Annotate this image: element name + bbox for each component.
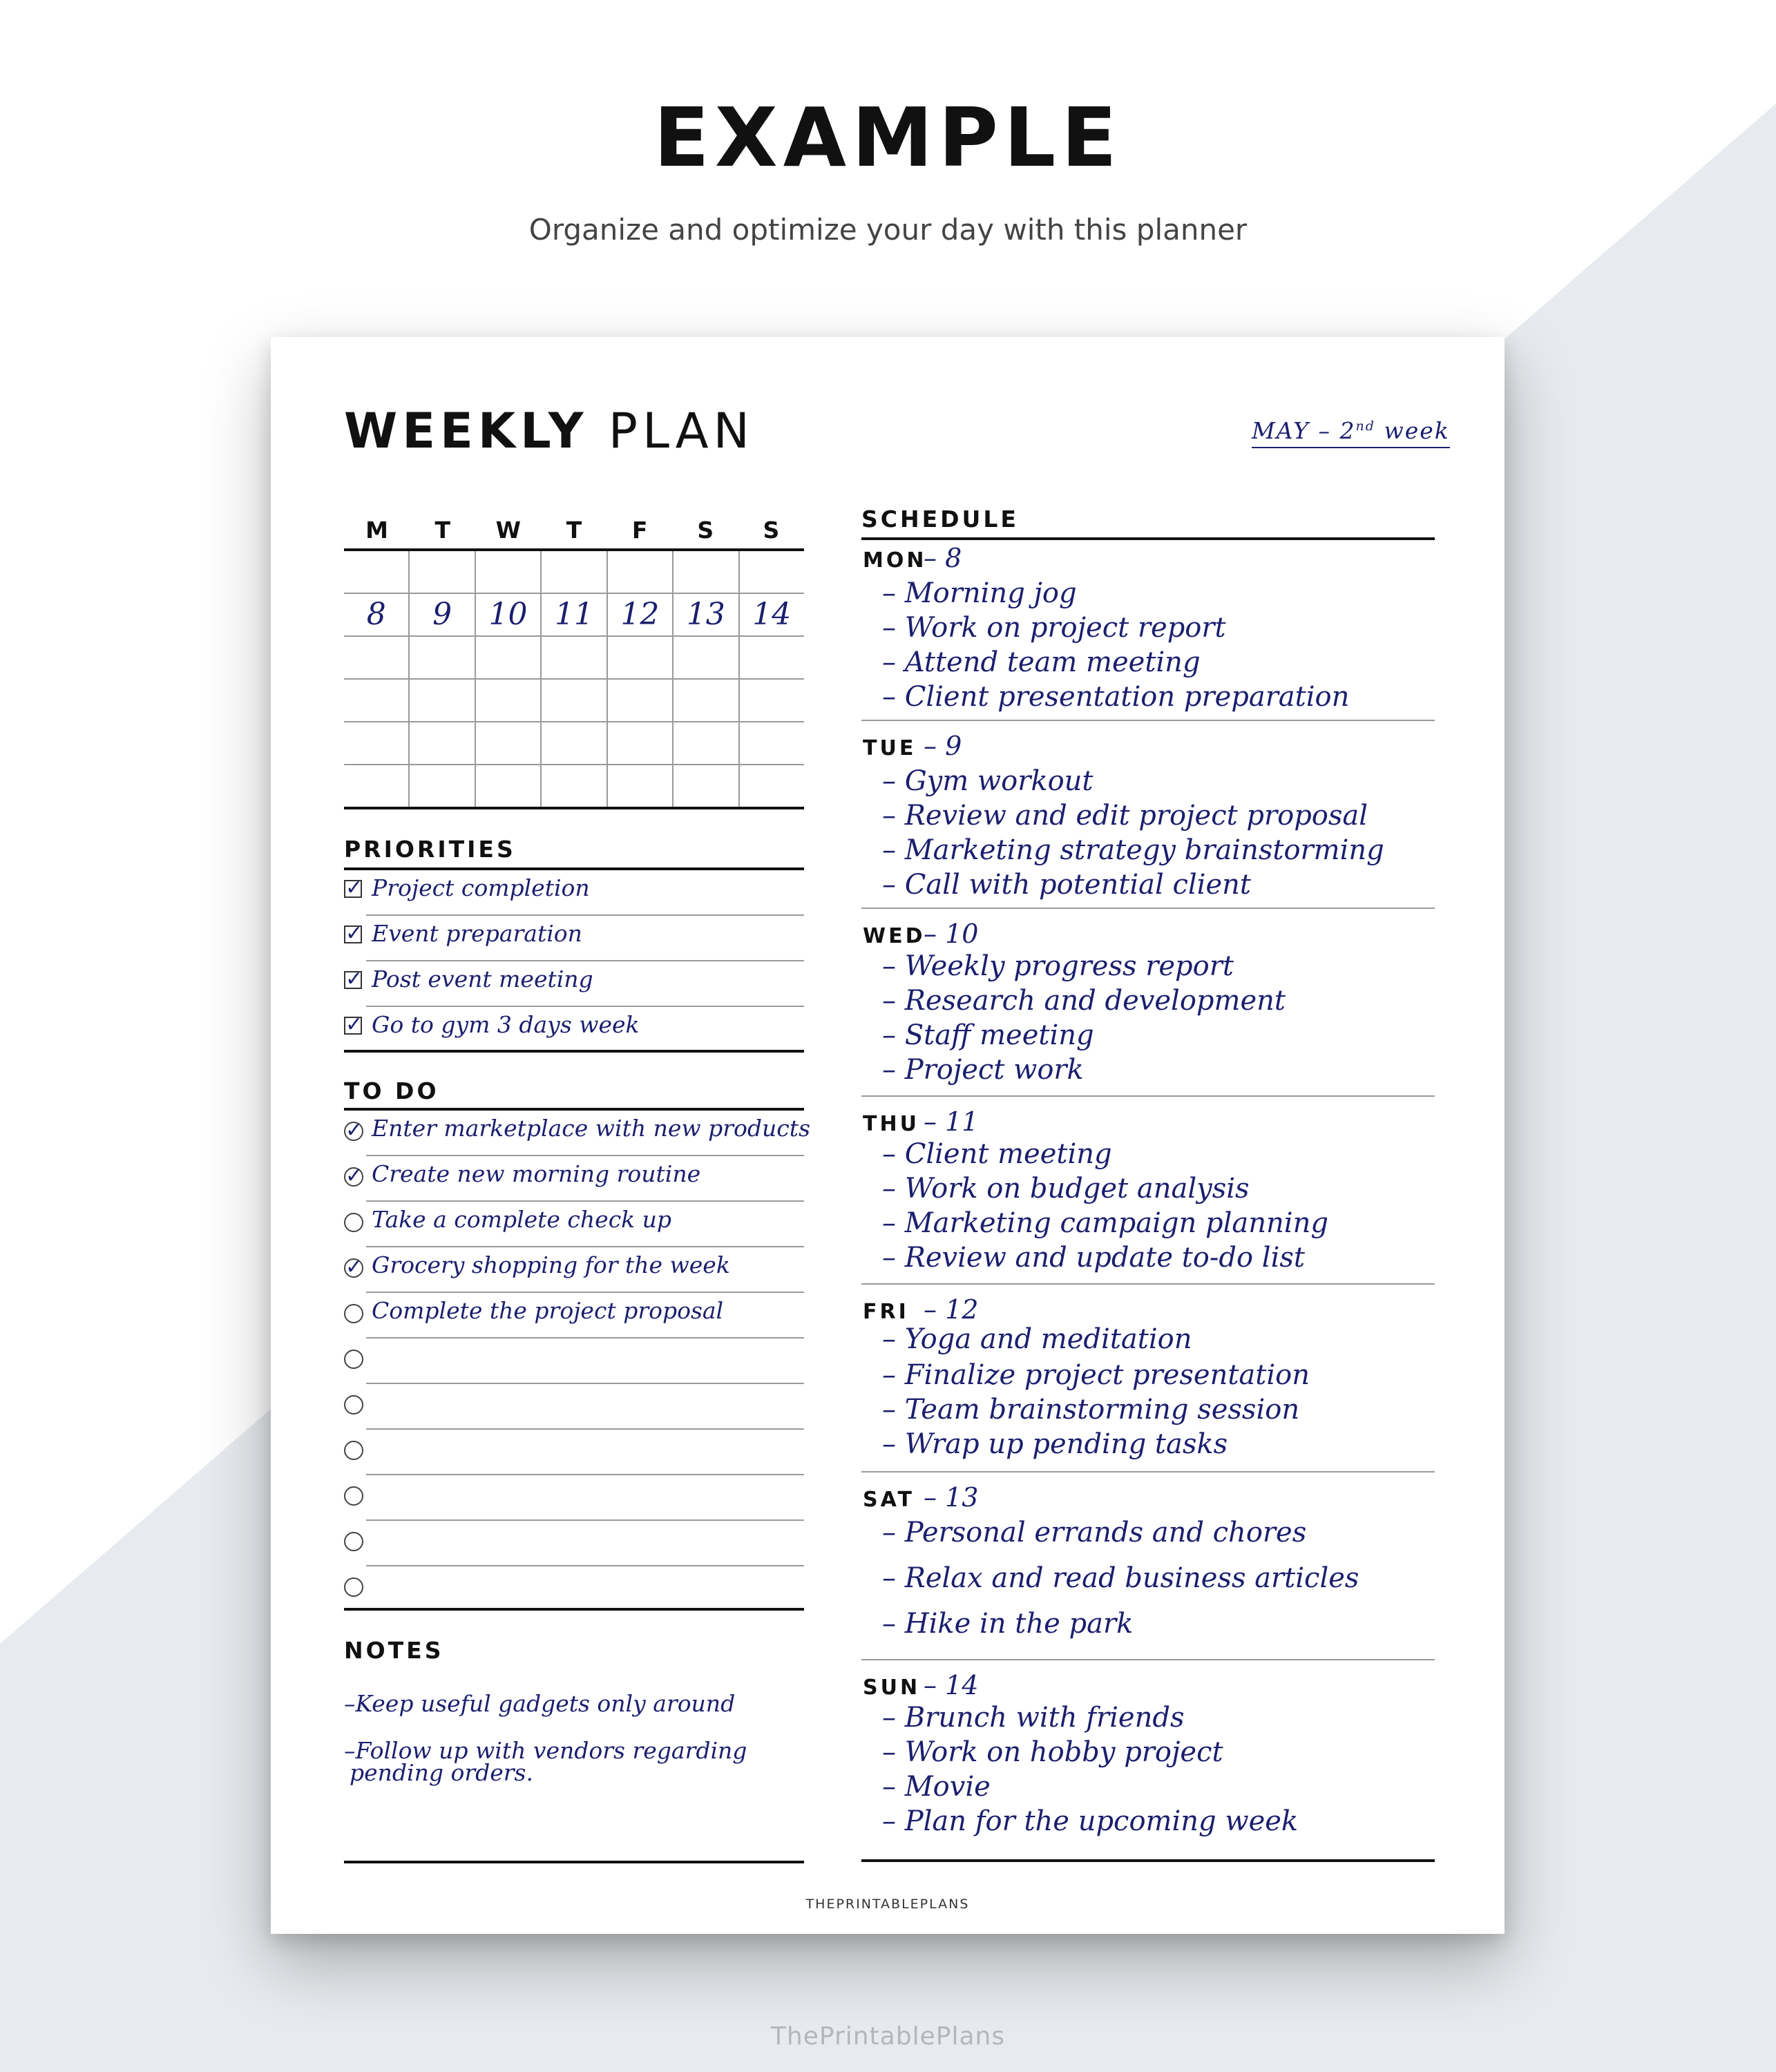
calendar-cell (410, 765, 475, 807)
calendar-cell (542, 637, 607, 678)
calendar-day-header: S (763, 517, 780, 544)
calendar-cell (344, 637, 410, 678)
calendar-cell (476, 551, 542, 593)
day-divider (861, 1095, 1435, 1097)
schedule-item: – Review and edit project proposal (882, 800, 1368, 832)
day-number: – 12 (924, 1294, 979, 1325)
todo-text: Complete the project proposal (372, 1297, 724, 1324)
todo-text: Take a complete check up (372, 1206, 672, 1233)
day-number: – 13 (924, 1482, 979, 1513)
schedule-item: – Brunch with friends (882, 1702, 1185, 1734)
day-label: SAT (863, 1488, 915, 1512)
schedule-item: – Research and development (882, 985, 1286, 1017)
calendar-cell (476, 637, 542, 678)
calendar-cell (410, 551, 475, 593)
calendar-cell (740, 722, 804, 764)
calendar-cell (410, 722, 475, 764)
todo-title: TO DO (344, 1077, 439, 1104)
schedule-item: – Weekly progress report (882, 950, 1234, 982)
calendar-cell (674, 722, 739, 764)
page-heading: EXAMPLE (653, 90, 1123, 185)
schedule-bottom-rule (861, 1859, 1435, 1862)
todo-item[interactable] (344, 1202, 804, 1247)
checkbox-circle-icon[interactable] (344, 1213, 363, 1232)
calendar-cell (344, 680, 410, 721)
calendar-cell (344, 722, 410, 764)
calendar-date: 11 (542, 594, 607, 635)
calendar-cell (740, 765, 804, 807)
todo-item[interactable] (344, 1566, 804, 1612)
note-line: pending orders. (350, 1759, 533, 1786)
schedule-item: – Work on hobby project (882, 1736, 1223, 1768)
schedule-item: – Work on project report (882, 612, 1226, 644)
day-label: SUN (863, 1676, 921, 1700)
priority-text: Post event meeting (372, 966, 593, 992)
todo-text: Create new morning routine (372, 1160, 701, 1187)
todo-item[interactable] (344, 1156, 804, 1202)
schedule-item: – Movie (882, 1771, 991, 1803)
calendar-day-header: W (495, 517, 522, 544)
planner-sheet (271, 337, 1505, 1934)
schedule-item: – Morning jog (882, 577, 1077, 609)
schedule-item: – Client meeting (882, 1138, 1112, 1170)
schedule-item: – Team brainstorming session (882, 1394, 1300, 1426)
day-divider (861, 1659, 1435, 1660)
todo-item[interactable] (344, 1430, 804, 1475)
checkbox-circle-icon[interactable] (344, 1577, 363, 1597)
calendar-day-header: T (435, 517, 450, 544)
calendar-cell (542, 765, 607, 807)
priority-text: Go to gym 3 days week (372, 1011, 640, 1038)
calendar-cell (608, 680, 674, 721)
day-divider (861, 720, 1435, 721)
calendar-cell (740, 637, 804, 678)
brand-footer: ThePrintablePlans (770, 2022, 1006, 2051)
schedule-item: – Finalize project presentation (882, 1359, 1310, 1391)
checkbox-circle-icon[interactable] (344, 1350, 363, 1369)
priority-text: Event preparation (372, 920, 582, 947)
calendar-cell (476, 765, 542, 807)
notes-bottom-rule (344, 1861, 804, 1863)
schedule-title: SCHEDULE (861, 506, 1019, 533)
calendar-cell (740, 680, 804, 721)
todo-bottom-rule (344, 1608, 804, 1611)
calendar-day-header: T (566, 517, 582, 544)
todo-item[interactable] (344, 1339, 804, 1384)
priority-item[interactable] (344, 916, 804, 961)
note-line: –Follow up with vendors regarding (344, 1737, 747, 1764)
schedule-rule (861, 537, 1435, 540)
calendar-cell (674, 637, 739, 678)
todo-item[interactable] (344, 1111, 810, 1156)
calendar-cell (608, 722, 674, 764)
day-label: THU (863, 1112, 919, 1136)
day-label: TUE (863, 736, 917, 760)
todo-item[interactable] (344, 1384, 804, 1430)
priority-item[interactable] (344, 870, 804, 916)
schedule-item: – Call with potential client (882, 869, 1251, 901)
calendar-date-row (344, 594, 804, 637)
calendar-date: 10 (476, 594, 542, 635)
calendar-cell (542, 680, 607, 721)
priority-text: Project completion (372, 874, 590, 901)
calendar-row (344, 722, 804, 765)
priorities-title: PRIORITIES (344, 836, 516, 863)
todo-item[interactable] (344, 1247, 804, 1293)
calendar-row (344, 765, 804, 807)
checkbox-circle-checked-icon[interactable]: ✓ (345, 1255, 363, 1279)
todo-text: Grocery shopping for the week (372, 1251, 730, 1278)
day-number: – 14 (924, 1670, 979, 1700)
checkbox-checked-icon[interactable]: ✓ (345, 967, 363, 991)
schedule-item: – Relax and read business articles (882, 1562, 1359, 1594)
calendar-cell (608, 551, 674, 593)
schedule-item: – Hike in the park (882, 1608, 1134, 1640)
calendar-day-headers (344, 517, 804, 548)
calendar-cell (344, 551, 410, 593)
calendar-cell (542, 722, 607, 764)
todo-text: Enter marketplace with new products (372, 1115, 810, 1142)
calendar-cell (674, 551, 739, 593)
calendar-day-header: M (365, 517, 388, 544)
calendar-grid (344, 548, 804, 809)
checkbox-circle-icon[interactable] (344, 1304, 363, 1323)
schedule-item: – Project work (882, 1054, 1084, 1086)
week-label-main: MAY – 2 (1252, 417, 1356, 444)
day-number: – 8 (924, 543, 962, 573)
schedule-item: – Client presentation preparation (882, 681, 1350, 713)
calendar-date: 13 (674, 594, 739, 635)
page-subtitle: Organize and optimize your day with this planner (528, 213, 1248, 247)
planner-title (344, 403, 754, 459)
calendar-date: 12 (608, 594, 674, 635)
planner-title-bold: WEEKLY (344, 403, 589, 459)
week-label (1252, 417, 1450, 448)
day-divider (861, 908, 1435, 909)
checkbox-circle-icon[interactable] (344, 1486, 363, 1506)
schedule-item: – Attend team meeting (882, 646, 1201, 678)
calendar-cell (476, 722, 542, 764)
day-number: – 10 (924, 919, 979, 949)
calendar-cell (674, 680, 739, 721)
checkbox-checked-icon[interactable]: ✓ (345, 1013, 363, 1037)
checkbox-circle-icon[interactable] (344, 1532, 363, 1551)
schedule-item: – Yoga and meditation (882, 1323, 1192, 1355)
week-label-sup: nd (1355, 419, 1375, 434)
checkbox-circle-icon[interactable] (344, 1441, 363, 1460)
schedule-item: – Staff meeting (882, 1019, 1094, 1051)
schedule-item: – Marketing strategy brainstorming (882, 834, 1384, 866)
calendar-cell (410, 637, 475, 678)
priorities-bottom-rule (344, 1050, 804, 1053)
checkbox-circle-checked-icon[interactable]: ✓ (345, 1118, 363, 1142)
calendar-row (344, 551, 804, 594)
calendar-row (344, 680, 804, 722)
calendar-date: 9 (410, 594, 475, 635)
calendar-cell (476, 680, 542, 721)
schedule-item: – Gym workout (882, 765, 1094, 797)
calendar-cell (674, 765, 739, 807)
priority-item[interactable] (344, 961, 804, 1007)
checkbox-circle-icon[interactable] (344, 1395, 363, 1414)
day-number: – 11 (924, 1106, 979, 1137)
week-label-end: week (1384, 417, 1450, 444)
planner-footer: THEPRINTABLEPLANS (805, 1897, 970, 1912)
todo-item[interactable] (344, 1475, 804, 1521)
schedule-item: – Wrap up pending tasks (882, 1428, 1228, 1460)
checkbox-circle-checked-icon[interactable]: ✓ (345, 1164, 363, 1188)
note-line: –Keep useful gadgets only around (344, 1690, 736, 1717)
day-divider (861, 1283, 1435, 1285)
priority-item[interactable] (344, 1007, 804, 1053)
schedule-item: – Marketing campaign planning (882, 1207, 1328, 1239)
calendar-row (344, 637, 804, 680)
calendar-cell (608, 765, 674, 807)
calendar-cell (542, 551, 607, 593)
checkbox-checked-icon[interactable]: ✓ (345, 876, 363, 900)
day-label: WED (863, 924, 926, 948)
day-number: – 9 (924, 731, 962, 761)
calendar-day-header: F (631, 517, 648, 544)
calendar-cell (608, 637, 674, 678)
calendar-date: 14 (752, 597, 792, 632)
calendar-date: 8 (344, 594, 410, 635)
day-label: FRI (863, 1300, 909, 1324)
schedule-item: – Review and update to-do list (882, 1242, 1305, 1274)
day-label: MON (863, 548, 927, 573)
checkbox-checked-icon[interactable]: ✓ (345, 921, 363, 946)
schedule-item: – Work on budget analysis (882, 1173, 1250, 1205)
calendar-cell (740, 551, 804, 593)
calendar-day-header: S (697, 517, 714, 544)
notes-title: NOTES (344, 1637, 444, 1664)
calendar-cell (344, 765, 410, 807)
planner-title-light: PLAN (608, 403, 754, 459)
todo-item[interactable] (344, 1293, 804, 1339)
todo-item[interactable] (344, 1521, 804, 1566)
schedule-item: – Plan for the upcoming week (882, 1805, 1299, 1837)
schedule-item: – Personal errands and chores (882, 1517, 1307, 1548)
calendar-cell (410, 680, 475, 721)
week-calendar (344, 517, 804, 809)
day-divider (861, 1471, 1435, 1473)
